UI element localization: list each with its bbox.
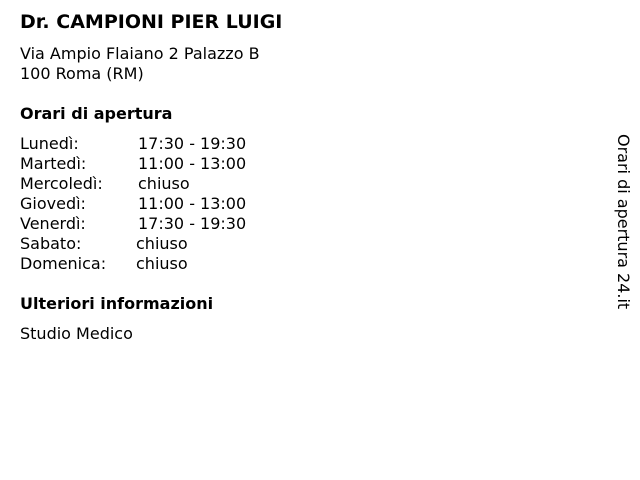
page-title: Dr. CAMPIONI PIER LUIGI	[20, 11, 283, 33]
day-hours: 17:30 - 19:30	[138, 134, 247, 153]
day-hours: chiuso	[138, 174, 190, 193]
opening-hours-heading: Orari di apertura	[20, 104, 173, 123]
day-label: Lunedì:	[20, 134, 79, 153]
day-hours: chiuso	[136, 234, 188, 253]
watermark-text: Orari di apertura 24.it	[614, 134, 633, 310]
site-watermark	[613, 134, 633, 314]
further-info-heading: Ulteriori informazioni	[20, 294, 214, 313]
day-label: Martedì:	[20, 154, 87, 173]
address-block	[20, 44, 260, 84]
day-label: Giovedì:	[20, 194, 86, 213]
day-hours: 17:30 - 19:30	[138, 214, 247, 233]
address-city: 100 Roma (RM)	[20, 64, 144, 83]
day-label: Sabato:	[20, 234, 82, 253]
day-hours: 11:00 - 13:00	[138, 194, 247, 213]
further-info-text: Studio Medico	[20, 324, 133, 343]
day-label: Venerdì:	[20, 214, 86, 233]
day-label: Domenica:	[20, 254, 107, 273]
day-hours: 11:00 - 13:00	[138, 154, 247, 173]
address-street: Via Ampio Flaiano 2 Palazzo B	[20, 44, 260, 63]
day-hours: chiuso	[136, 254, 188, 273]
day-label: Mercoledì:	[20, 174, 103, 193]
